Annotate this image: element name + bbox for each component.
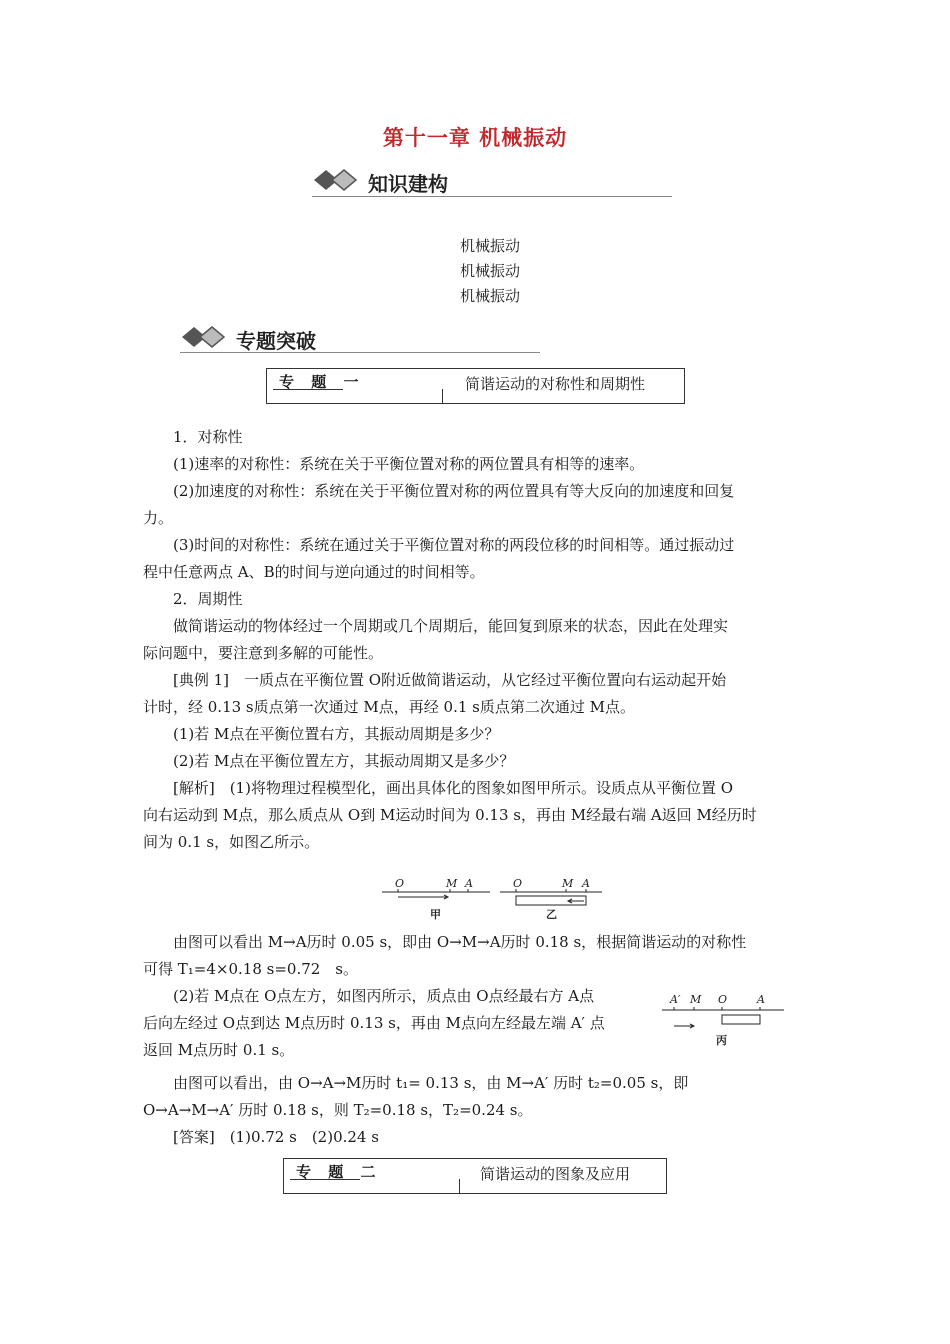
tree-item: 机械振动 <box>460 262 521 280</box>
fig-caption: 丙 <box>716 1034 727 1047</box>
paragraph: 程中任意两点 A、B的时间与逆向通过的时间相等。 <box>143 563 485 581</box>
paragraph: O→A→M→A′ 历时 0.18 s，则 T₂=0.18 s，T₂=0.24 s。 <box>143 1101 533 1119</box>
section-rule <box>312 196 672 197</box>
fig-label: A <box>582 877 590 890</box>
paragraph: (2)若 M点在 O点左方，如图丙所示，质点由 O点经最右方 A点 <box>173 987 595 1005</box>
paragraph: 1．对称性 <box>173 428 243 446</box>
paragraph: 做简谐运动的物体经过一个周期或几个周期后，能回复到原来的状态，因此在处理实 <box>173 617 729 635</box>
tree-list <box>460 234 520 309</box>
paragraph: 力。 <box>143 509 174 527</box>
fig-label: M <box>446 877 458 890</box>
paragraph: 由图可以看出，由 O→A→M历时 t₁= 0.13 s，由 M→A′ 历时 t₂=0.05 s，即 <box>173 1074 689 1092</box>
body-text-2 <box>143 929 808 983</box>
fig-label: O <box>718 993 728 1006</box>
body-text-3 <box>143 983 653 1064</box>
diamond-icon <box>312 168 362 192</box>
fig-label: A <box>757 993 765 1006</box>
paragraph: (2)加速度的对称性：系统在关于平衡位置对称的两位置具有等大反向的加速度和回复 <box>173 482 735 500</box>
paragraph: 际问题中，要注意到多解的可能性。 <box>143 644 384 662</box>
fig-label: A <box>465 877 473 890</box>
section-heading-knowledge: 知识建构 <box>368 172 448 196</box>
paragraph: (2)若 M点在平衡位置左方，其振动周期又是多少？ <box>173 752 515 770</box>
paragraph: (1)速率的对称性：系统在关于平衡位置对称的两位置具有相等的速率。 <box>173 455 645 473</box>
fig-caption: 乙 <box>546 908 557 921</box>
figure-bing <box>660 990 790 1050</box>
paragraph: 返回 M点历时 0.1 s。 <box>143 1041 295 1059</box>
diamond-icon <box>180 325 230 349</box>
paragraph: 计时，经 0.13 s质点第一次通过 M点，再经 0.1 s质点第二次通过 M点。 <box>143 698 635 716</box>
paragraph: 2．周期性 <box>173 590 243 608</box>
body-text <box>143 424 808 856</box>
paragraph: (1)若 M点在平衡位置右方，其振动周期是多少？ <box>173 725 500 743</box>
paragraph: 向右运动到 M点，那么质点从 O到 M运动时间为 0.13 s，再由 M经最右端 A返回 M经历时 <box>143 806 757 824</box>
topic-text: 简谐运动的对称性和周期性 <box>465 375 646 393</box>
paragraph: 后向左经过 O点到达 M点历时 0.13 s，再由 M点向左经最左端 A′ 点 <box>143 1014 605 1032</box>
fig-label: M <box>562 877 574 890</box>
topic-box-2 <box>283 1158 667 1194</box>
tree-item: 机械振动 <box>460 237 521 255</box>
fig-label: O <box>395 877 405 890</box>
topic-box-1 <box>266 368 685 404</box>
paragraph: 由图可以看出 M→A历时 0.05 s，即由 O→M→A历时 0.18 s，根据简谐运动的对称性 <box>173 933 747 951</box>
body-text-4 <box>143 1070 808 1151</box>
chapter-title: 第十一章 机械振动 <box>382 126 568 150</box>
fig-label: O <box>513 877 523 890</box>
paragraph: [解析] (1)将物理过程模型化，画出具体化的图象如图甲所示。设质点从平衡位置 O <box>173 779 734 797</box>
figure-jia-yi <box>378 874 608 924</box>
fig-caption: 甲 <box>430 908 441 921</box>
topic-label: 专 题 一 <box>279 373 365 391</box>
fig-label: A′ <box>670 993 681 1006</box>
section-rule <box>180 352 540 353</box>
answer: [答案] (1)0.72 s (2)0.24 s <box>173 1128 379 1146</box>
paragraph: 可得 T₁=4×0.18 s=0.72 s。 <box>143 960 358 978</box>
paragraph: 间为 0.1 s，如图乙所示。 <box>143 833 320 851</box>
paragraph: (3)时间的对称性：系统在通过关于平衡位置对称的两段位移的时间相等。通过振动过 <box>173 536 735 554</box>
topic-text: 简谐运动的图象及应用 <box>480 1165 631 1183</box>
topic-label: 专 题 二 <box>296 1163 382 1181</box>
section-heading-topics: 专题突破 <box>236 329 316 353</box>
fig-label: M <box>690 993 702 1006</box>
paragraph: [典例 1] 一质点在平衡位置 O附近做简谐运动，从它经过平衡位置向右运动起开始 <box>173 671 727 689</box>
tree-item: 机械振动 <box>460 287 521 305</box>
